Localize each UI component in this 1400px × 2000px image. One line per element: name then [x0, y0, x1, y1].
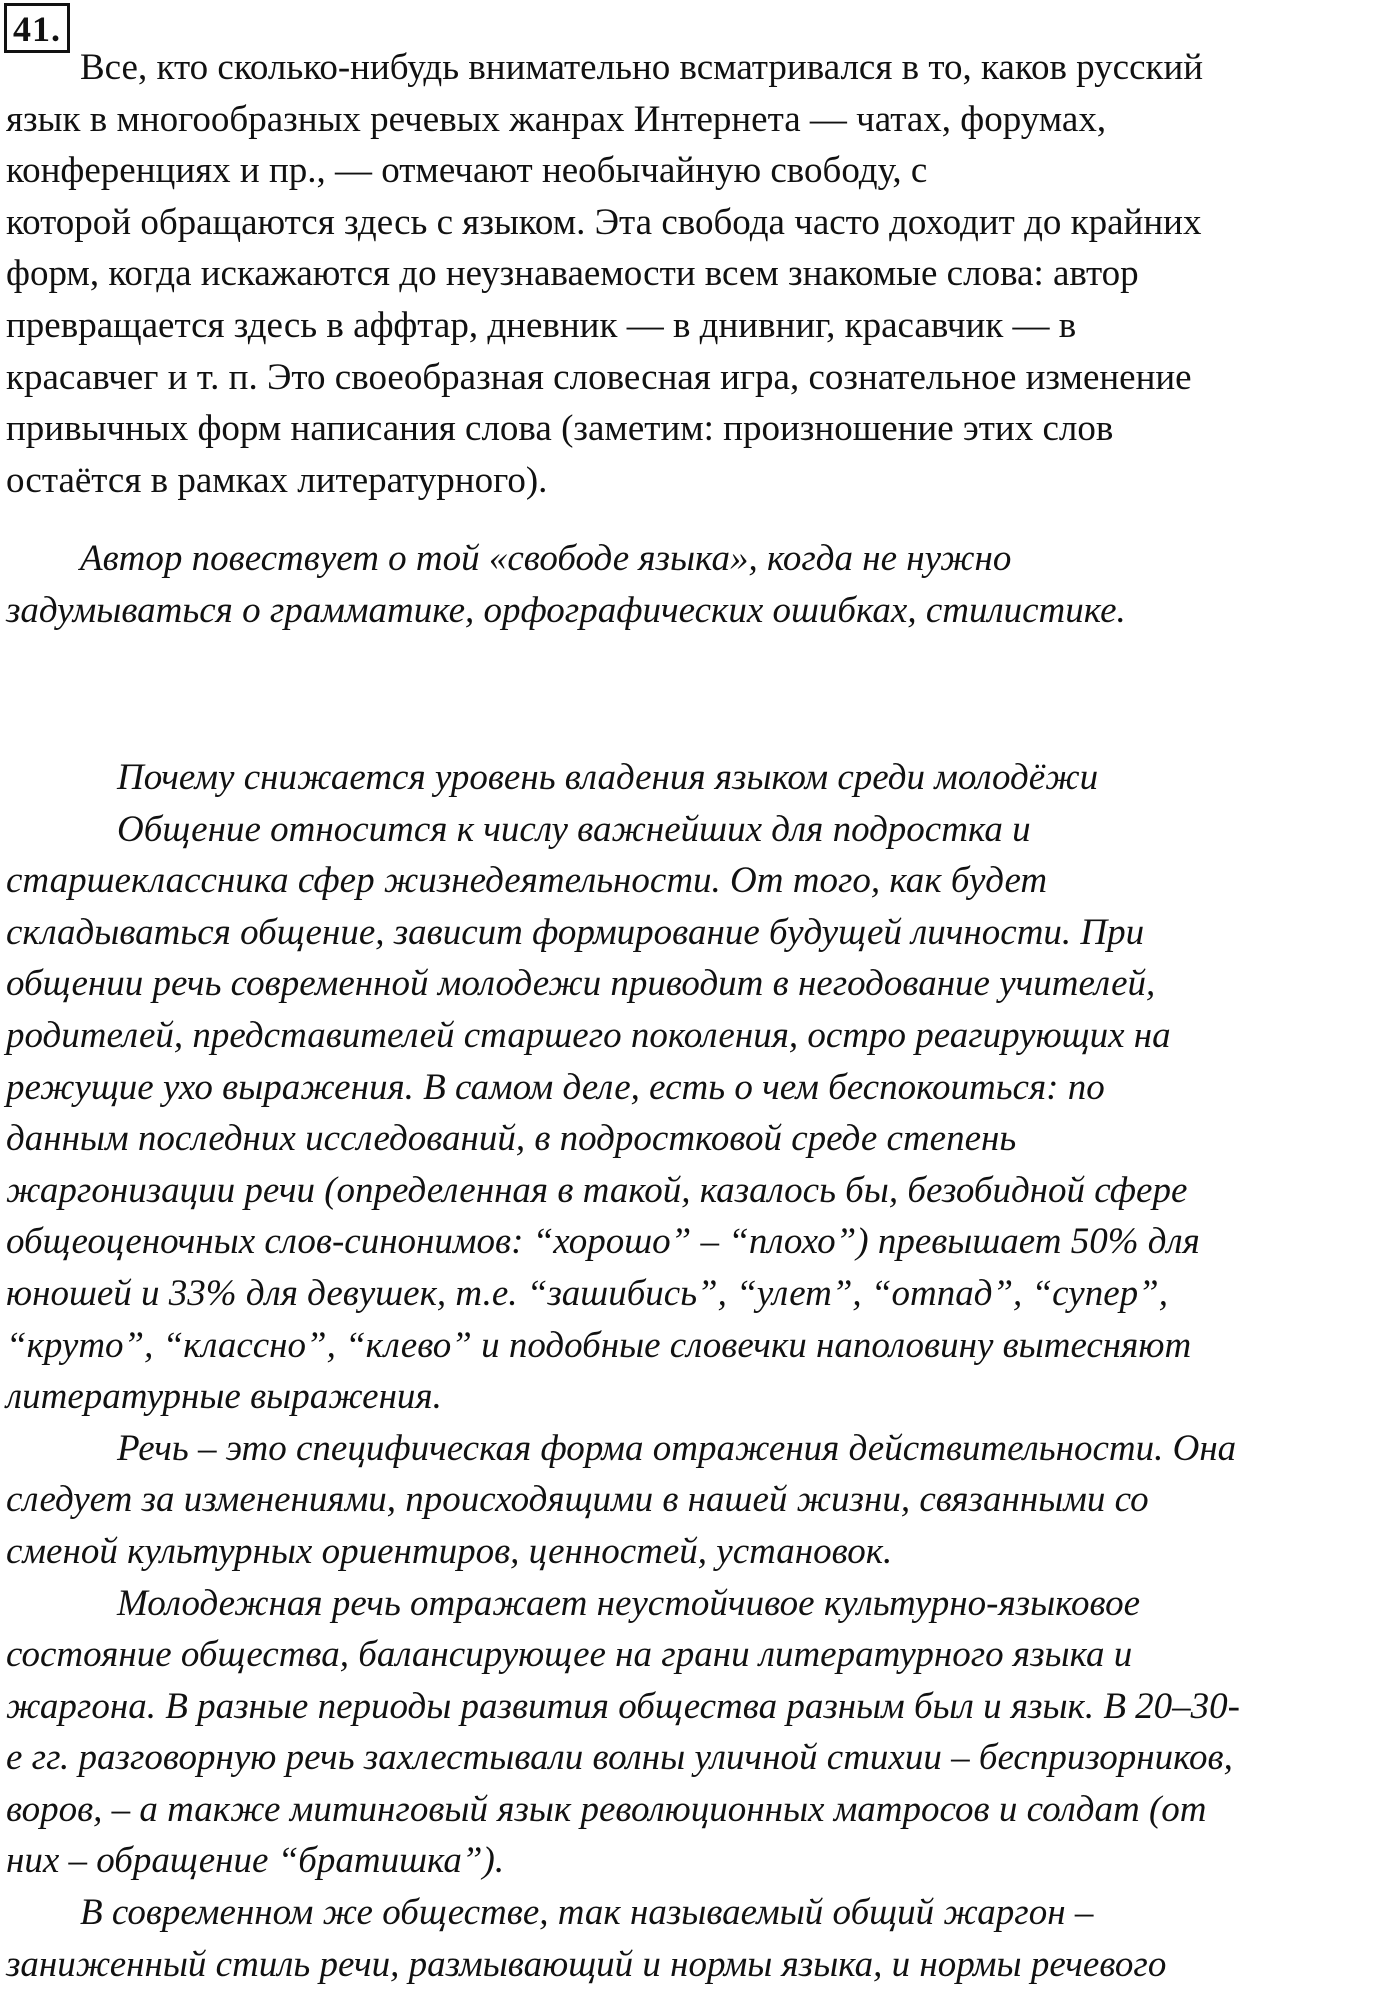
essay-line: общении речь современной молодежи приводит в негодование учителей,: [6, 963, 1156, 1005]
essay-line: складываться общение, зависит формирование будущей личности. При: [6, 911, 1145, 953]
essay-line: них – обращение “братишка”).: [6, 1840, 505, 1882]
essay-line: общеоценочных слов-синонимов: “хорошо” – “плохо”) превышает 50% для: [6, 1221, 1200, 1263]
essay-line: е гг. разговорную речь захлестывали волны уличной стихии – беспризорников,: [6, 1737, 1233, 1779]
passage-line: конференциях и пр., — отмечают необычайную свободу, с: [6, 150, 928, 192]
note-line: задумываться о грамматике, орфографических ошибках, стилистике.: [6, 589, 1126, 631]
essay-line: родителей, представителей старшего поколения, остро реагирующих на: [6, 1014, 1171, 1056]
essay-line: старшеклассника сфер жизнедеятельности. От того, как будет: [6, 860, 1048, 902]
passage-line: которой обращаются здесь с языком. Эта свобода часто доходит до крайних: [6, 201, 1202, 243]
essay-line: воров, – а также митинговый язык революционных матросов и солдат (от: [6, 1788, 1207, 1830]
author-note: [6, 533, 1392, 636]
essay-line: юношей и 33% для девушек, т.е. “зашибись”, “улет”, “отпад”, “супер”,: [6, 1272, 1168, 1314]
passage-line: превращается здесь в аффтар, дневник — в днивниг, красавчик — в: [6, 304, 1077, 346]
essay-line: жаргонизации речи (определенная в такой, казалось бы, безобидной сфере: [6, 1169, 1188, 1211]
essay-line: Общение относится к числу важнейших для подростка и: [6, 808, 1031, 850]
essay-line: заниженный стиль речи, размывающий и нормы языка, и нормы речевого: [6, 1943, 1167, 1985]
essay-line: сменой культурных ориентиров, ценностей, установок.: [6, 1530, 893, 1572]
essay-line: Молодежная речь отражает неустойчивое культурно-языковое: [6, 1582, 1141, 1624]
essay: [6, 752, 1392, 1990]
passage-line: форм, когда искажаются до неузнаваемости всем знакомые слова: автор: [6, 253, 1139, 295]
essay-line: режущие ухо выражения. В самом деле, есть о чем беспокоиться: по: [6, 1066, 1105, 1108]
essay-line: В современном же обществе, так называемый общий жаргон –: [6, 1892, 1094, 1934]
passage-line: Все, кто сколько-нибудь внимательно всматривался в то, каков русский: [6, 47, 1204, 88]
passage-line: язык в многообразных речевых жанрах Интернета — чатах, форумах,: [6, 98, 1107, 140]
passage-line: привычных форм написания слова (заметим: произношение этих слов: [6, 408, 1114, 450]
essay-line: состояние общества, балансирующее на грани литературного языка и: [6, 1634, 1133, 1676]
essay-line: Речь – это специфическая форма отражения действительности. Она: [6, 1427, 1237, 1469]
essay-line: следует за изменениями, происходящими в нашей жизни, связанными со: [6, 1479, 1149, 1521]
essay-line: данным последних исследований, в подростковой среде степень: [6, 1118, 1017, 1160]
passage-line: красавчег и т. п. Это своеобразная словесная игра, сознательное изменение: [6, 356, 1192, 398]
essay-line: жаргона. В разные периоды развития общества разным был и язык. В 20–30-: [6, 1685, 1241, 1727]
exercise-number: 41.: [4, 3, 70, 53]
essay-line: “круто”, “классно”, “клево” и подобные словечки наполовину вытесняют: [6, 1324, 1192, 1366]
essay-line: литературные выражения.: [6, 1376, 442, 1418]
passage-line: остаётся в рамках литературного).: [6, 459, 548, 501]
note-line: Автор повествует о той «свободе языка», когда не нужно: [6, 538, 1012, 579]
passage-text: [6, 42, 1392, 506]
essay-title: Почему снижается уровень владения языком среди молодёжи: [6, 757, 1099, 798]
